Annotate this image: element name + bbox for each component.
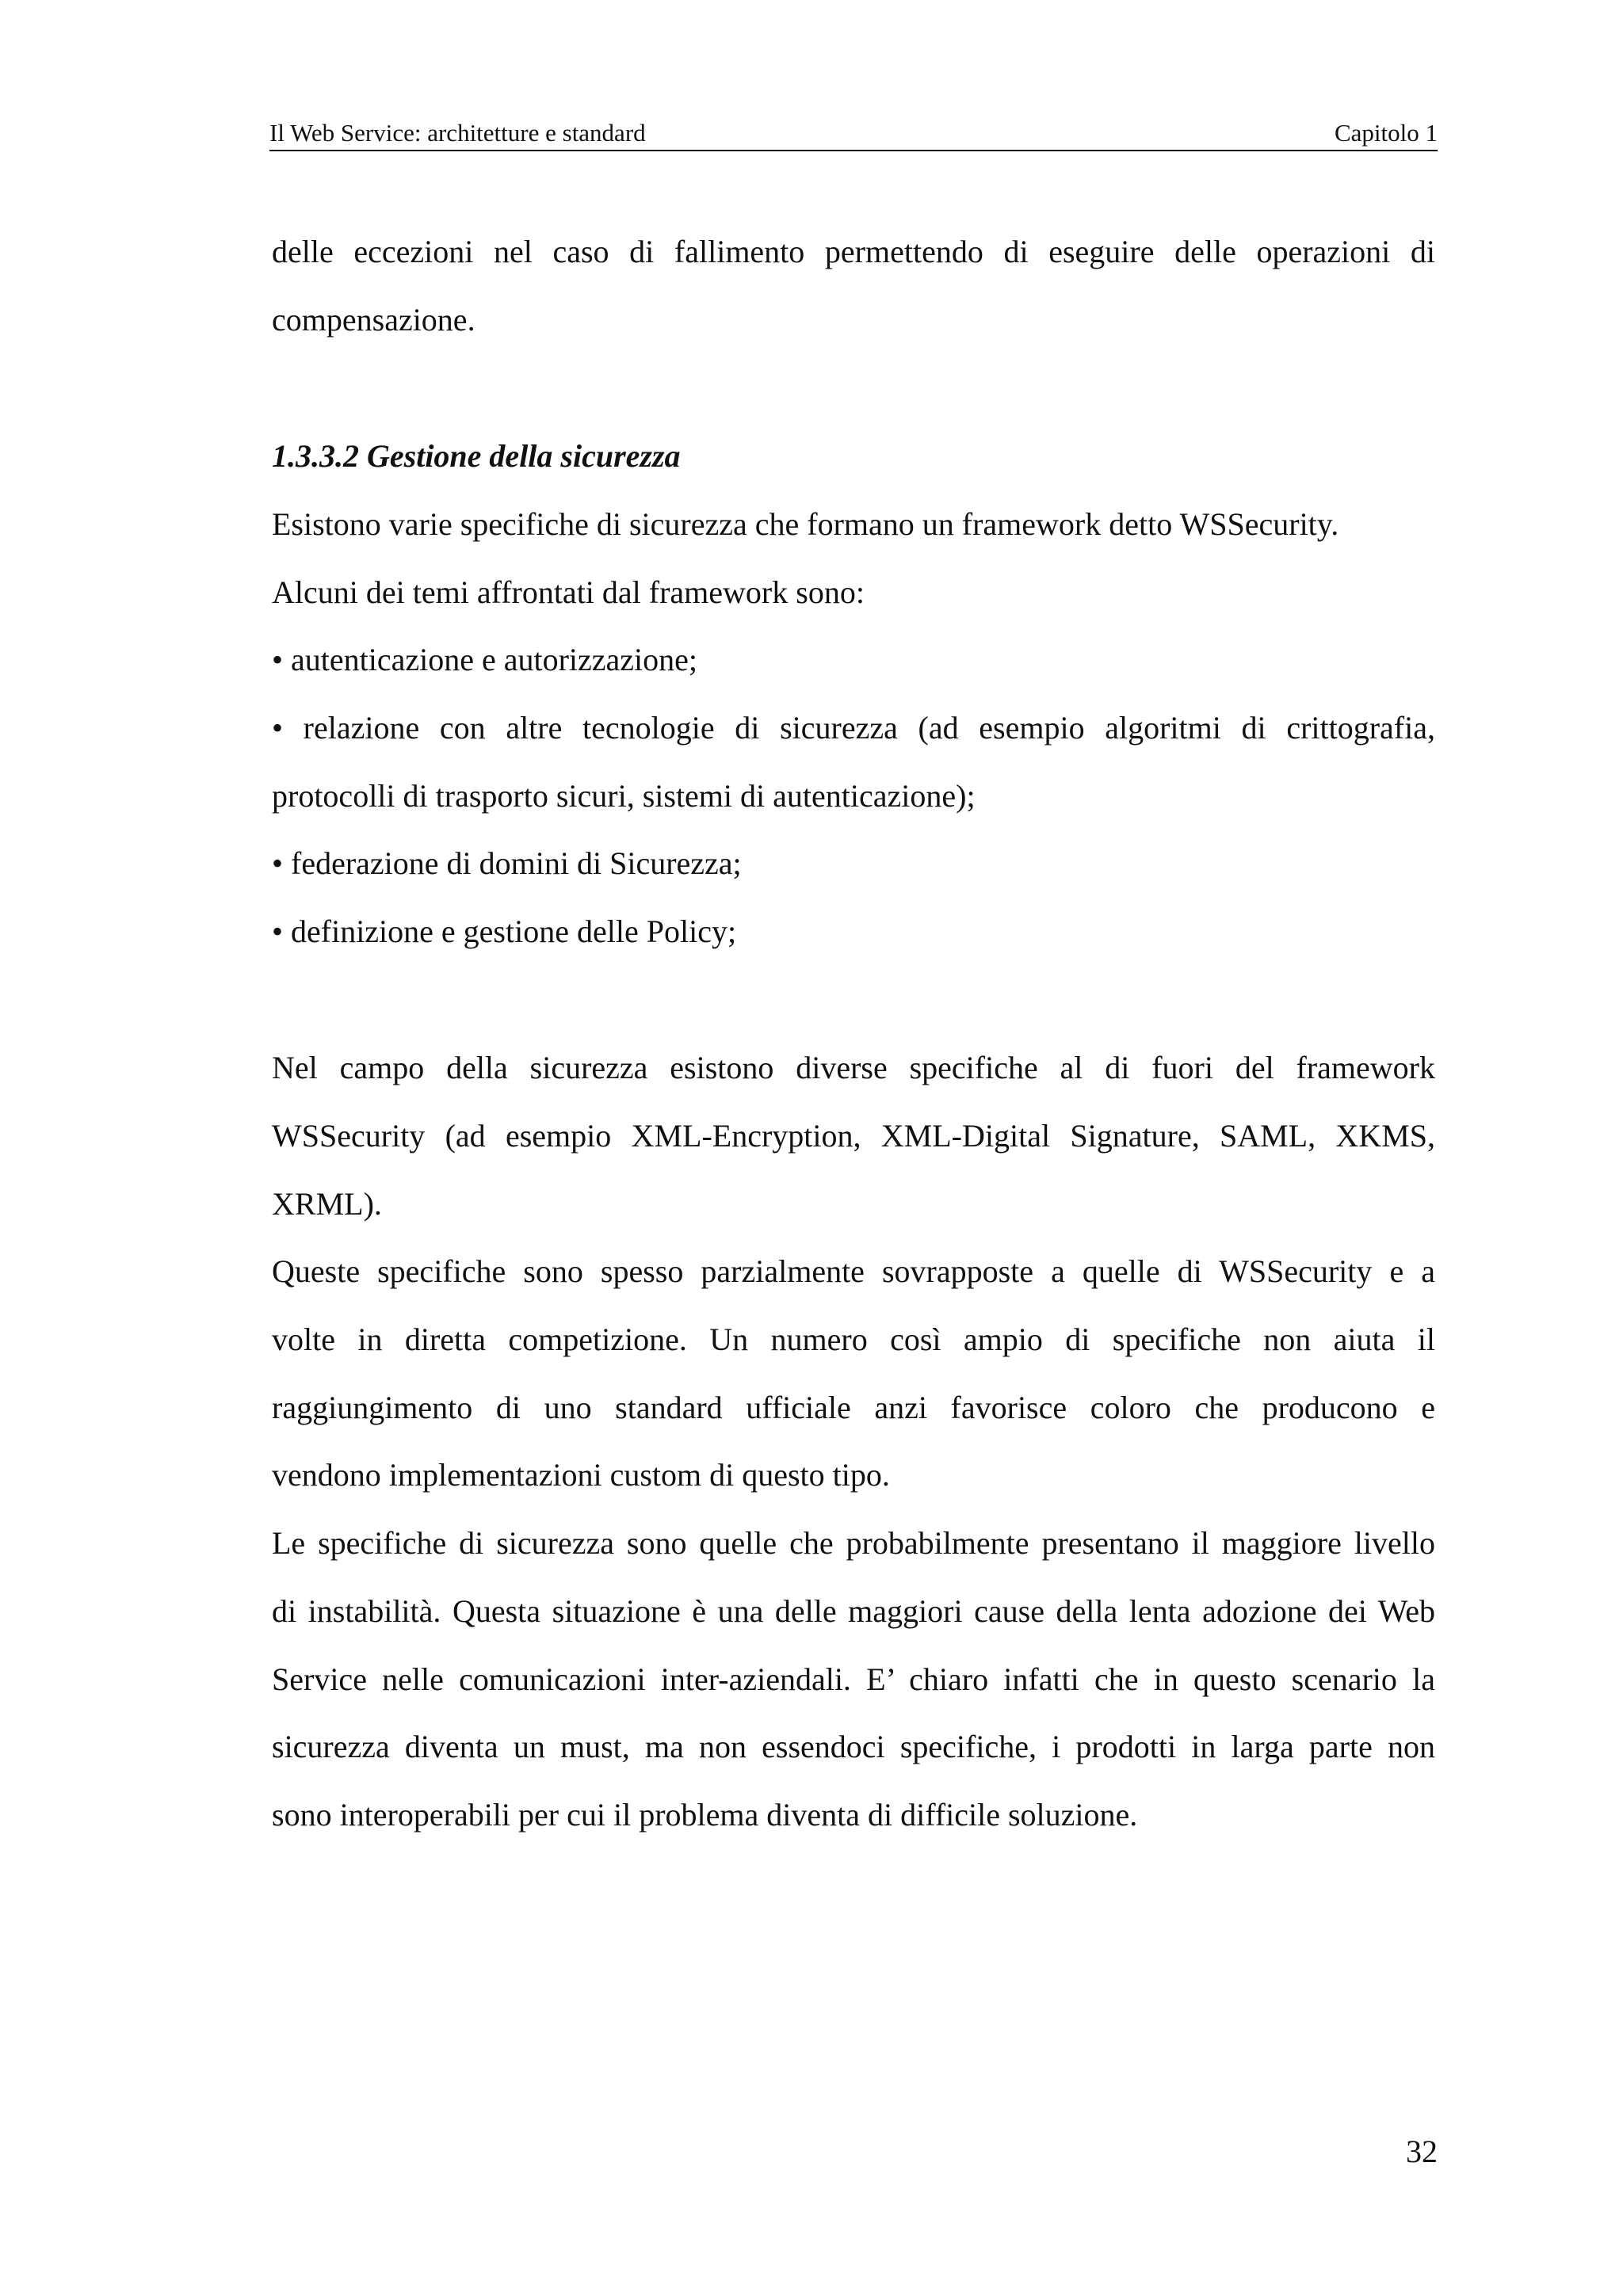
body-line: Esistono varie specifiche di sicurezza che formano un framework detto WSSecurity.: [272, 506, 1339, 542]
body-line: volte in diretta competizione. Un numero così ampio di specifiche non aiuta il: [272, 1322, 1435, 1357]
body-line: Queste specifiche sono spesso parzialmente sovrapposte a quelle di WSSecurity e a: [272, 1253, 1435, 1289]
body-line: sicurezza diventa un must, ma non essendoci specifiche, i prodotti in larga parte non: [272, 1729, 1435, 1764]
header-divider: [269, 150, 1438, 151]
body-line: compensazione.: [272, 302, 475, 338]
bullet-item: • autenticazione e autorizzazione;: [272, 642, 698, 677]
body-line: Nel campo della sicurezza esistono diverse specifiche al di fuori del framework: [272, 1050, 1435, 1085]
body-line: Alcuni dei temi affrontati dal framework sono:: [272, 574, 865, 610]
body-line: vendono implementazioni custom di questo tipo.: [272, 1457, 890, 1493]
body-line: sono interoperabili per cui il problema diventa di difficile soluzione.: [272, 1797, 1138, 1833]
running-header: [269, 117, 1438, 149]
body-line: WSSecurity (ad esempio XML-Encryption, XML-Digital Signature, SAML, XKMS,: [272, 1118, 1435, 1154]
page-number: 32: [1406, 2134, 1438, 2169]
section-heading: 1.3.3.2 Gestione della sicurezza: [272, 438, 681, 474]
header-chapter: Capitolo 1: [1334, 119, 1438, 147]
body-line: Service nelle comunicazioni inter-aziendali. E’ chiaro infatti che in questo scenario la: [272, 1661, 1435, 1697]
bullet-item-continuation: protocolli di trasporto sicuri, sistemi di autenticazione);: [272, 778, 976, 814]
bullet-item: • federazione di domini di Sicurezza;: [272, 845, 742, 881]
body-line: XRML).: [272, 1186, 382, 1222]
header-title: Il Web Service: architetture e standard: [269, 119, 646, 147]
body-line: Le specifiche di sicurezza sono quelle che probabilmente presentano il maggiore livello: [272, 1525, 1435, 1561]
body-line: delle eccezioni nel caso di fallimento permettendo di eseguire delle operazioni di: [272, 234, 1435, 269]
bullet-item: • definizione e gestione delle Policy;: [272, 913, 737, 949]
body-line: raggiungimento di uno standard ufficiale anzi favorisce coloro che producono e: [272, 1390, 1435, 1425]
body-line: di instabilità. Questa situazione è una delle maggiori cause della lenta adozione dei Web: [272, 1593, 1435, 1629]
bullet-item: • relazione con altre tecnologie di sicurezza (ad esempio algoritmi di crittografia,: [272, 710, 1435, 746]
